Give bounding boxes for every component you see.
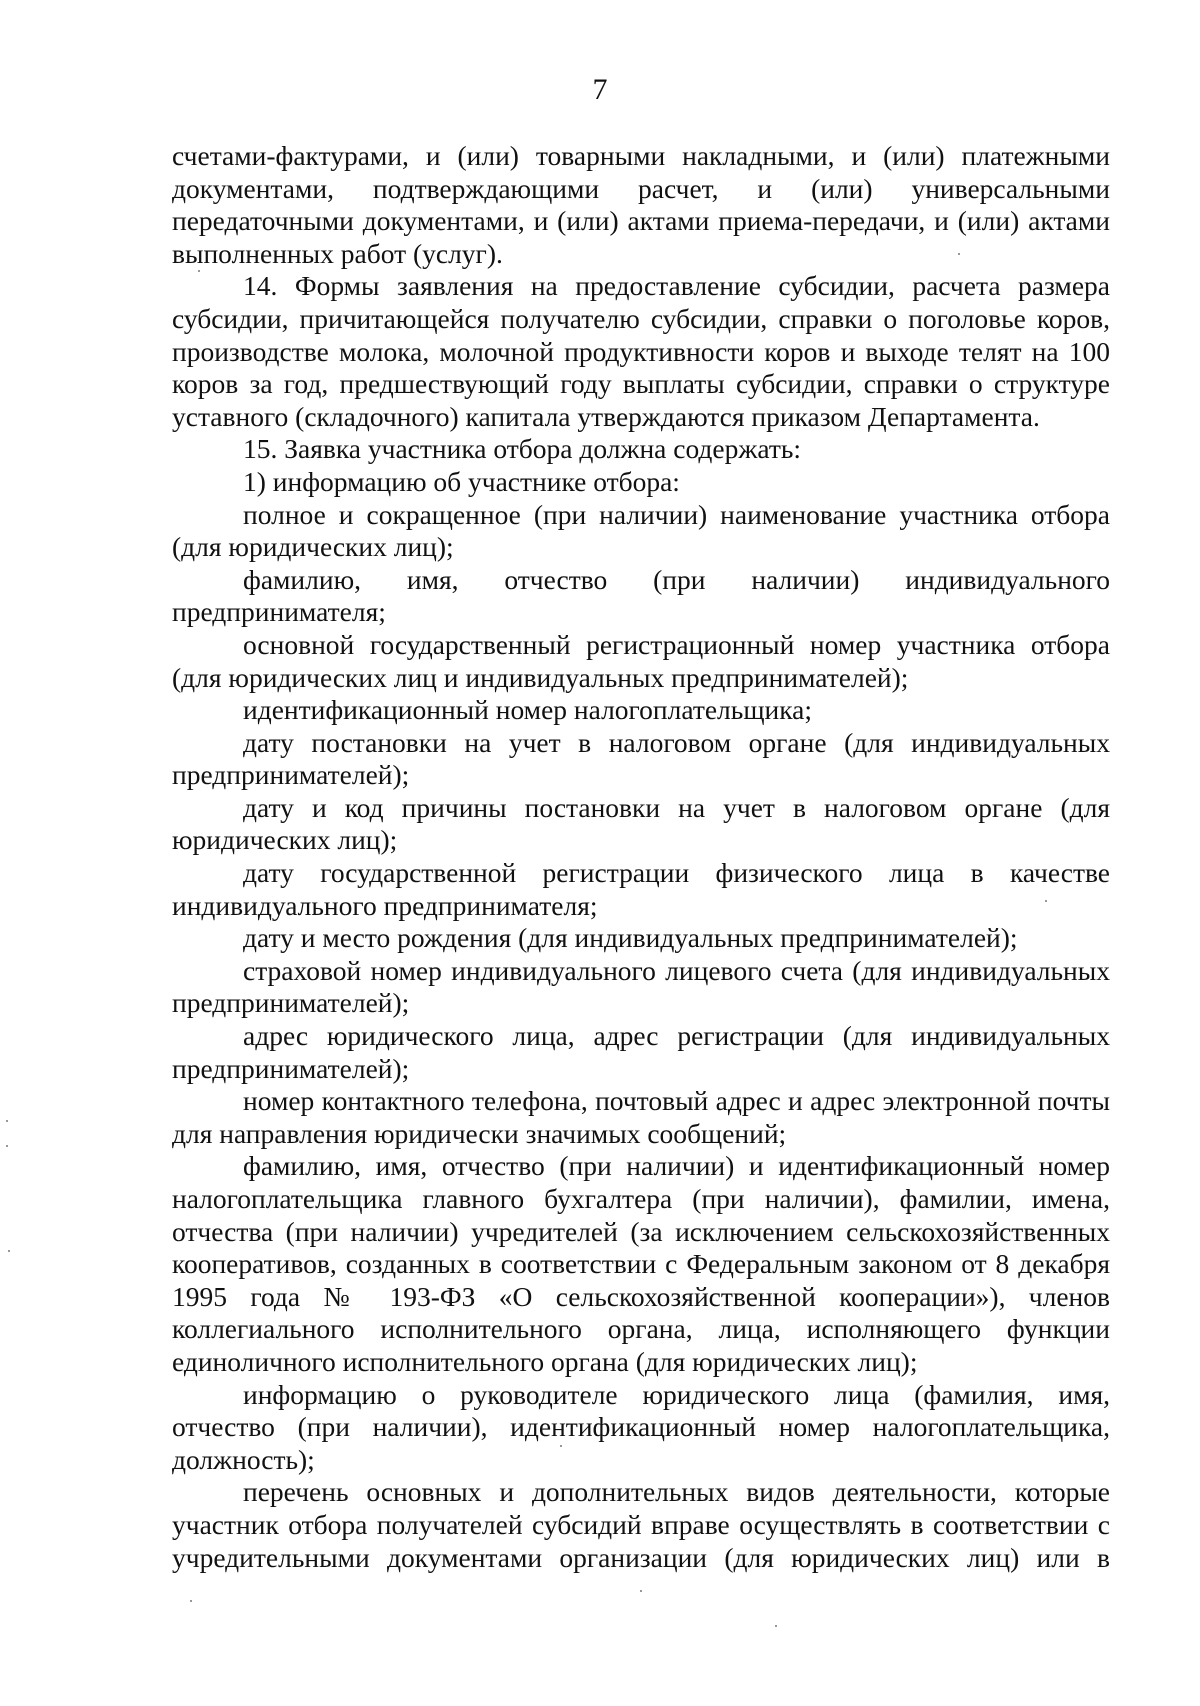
paragraph-item-14: 14. Формы заявления на предоставление субсидии, расчета размера субсидии, причитающейся получателю субсидии, справки о поголовье коров, производстве молока, молочной продуктивности коров и выходе телят на 100 коров за год, предшествующий году выплаты субсидии, справки о структуре уставного (складочного) капитала утверждаются приказом Департамента. [172,270,1110,432]
scan-speck [1045,900,1047,902]
paragraph-item-15: 15. Заявка участника отбора должна содержать: [243,433,802,465]
paragraph-subitem-1: 1) информацию об участнике отбора: [243,465,680,497]
paragraph-full-name: полное и сокращенное (при наличии) наименование участника отбора (для юридических лиц); [172,498,1110,563]
paragraph-birth-date-place: дату и место рождения (для индивидуальных предпринимателей); [243,922,1018,954]
paragraph-continuation: счетами-фактурами, и (или) товарными накладными, и (или) платежными документами, подтверждающими расчет, и (или) универсальными передаточными документами, и (или) актами приема-передачи, и (или) актами выполненных работ (услуг). [172,140,1110,269]
scan-speck [8,1250,10,1252]
page-number: 7 [592,73,608,106]
paragraph-tax-registration-date: дату постановки на учет в налоговом органе (для индивидуальных предпринимателей); [172,726,1110,791]
paragraph-tax-registration-code: дату и код причины постановки на учет в налоговом органе (для юридических лиц); [172,791,1110,856]
document-body [172,140,1110,1574]
paragraph-contacts: номер контактного телефона, почтовый адрес и адрес электронной почты для направления юридически значимых сообщений; [172,1085,1110,1149]
scan-speck [190,1600,192,1602]
paragraph-accountant-founders: фамилию, имя, отчество (при наличии) и идентификационный номер налогоплательщика главного бухгалтера (при наличии), фамилии, имена, отчества (при наличии) учредителей (за исключением сельскохозяйственных кооперативов, созданных в соответствии с Федеральным законом от 8 декабря 1995 года № 193-ФЗ «О сельскохозяйственной кооперации»), членов коллегиального исполнительного органа, лица, исполняющего функции единоличного исполнительного органа (для юридических лиц); [172,1150,1110,1377]
paragraph-taxpayer-id: идентификационный номер налогоплательщика; [243,694,813,726]
paragraph-registration-number: основной государственный регистрационный номер участника отбора (для юридических лиц и индивидуальных предпринимателей); [172,628,1110,693]
scan-speck [958,253,960,255]
scan-speck [560,1445,562,1447]
paragraph-insurance-number: страховой номер индивидуального лицевого счета (для индивидуальных предпринимателей); [172,954,1110,1019]
paragraph-address: адрес юридического лица, адрес регистрации (для индивидуальных предпринимателей); [172,1020,1110,1084]
scan-speck [6,1145,8,1147]
paragraph-activity-list: перечень основных и дополнительных видов деятельности, которые участник отбора получателей субсидий вправе осуществлять в соответствии с учредительными документами организации (для юридических лиц) или в [172,1476,1110,1573]
scan-speck [775,1625,777,1627]
paragraph-head-info: информацию о руководителе юридического лица (фамилия, имя, отчество (при наличии), идентификационный номер налогоплательщика, должность); [172,1378,1110,1475]
scan-speck [6,1120,8,1122]
scan-speck [640,1590,642,1592]
scan-speck [198,270,200,272]
paragraph-entrepreneur-name: фамилию, имя, отчество (при наличии) индивидуального предпринимателя; [172,563,1110,628]
paragraph-state-registration-date: дату государственной регистрации физического лица в качестве индивидуального предпринимателя; [172,857,1110,921]
